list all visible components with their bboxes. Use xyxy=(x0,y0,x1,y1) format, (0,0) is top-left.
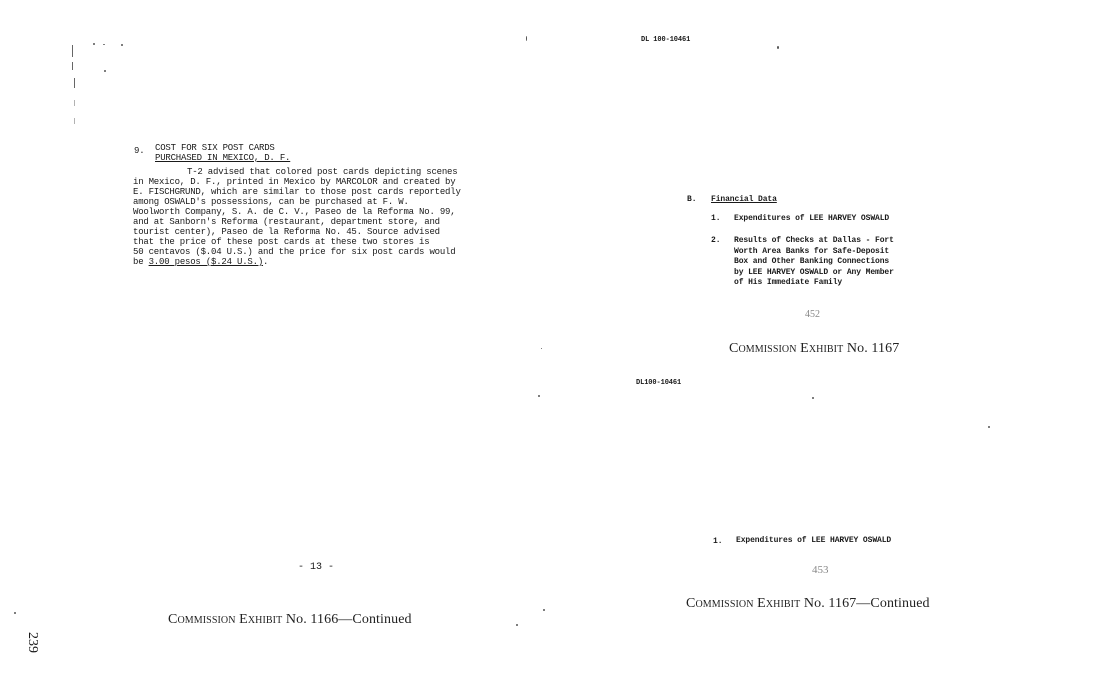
item-2-number: 2. xyxy=(711,236,721,245)
exhibit-caption-rest: No. 1167—Continued xyxy=(800,596,930,611)
item-number: 9. xyxy=(134,146,145,156)
scan-speck xyxy=(543,609,545,611)
scan-speck xyxy=(516,624,518,626)
scan-speck xyxy=(14,612,16,614)
item-title-line1: COST FOR SIX POST CARDS xyxy=(155,143,275,153)
scan-speck xyxy=(526,36,527,41)
body-line: that the price of these post cards at these two stores is xyxy=(133,237,430,247)
scan-mark xyxy=(74,118,75,124)
page-number-452: 452 xyxy=(805,309,820,320)
price-underlined: 3.00 pesos ($.24 U.S.) xyxy=(148,257,264,267)
page-number-453: 453 xyxy=(812,564,829,576)
file-number-mid: DL100-10461 xyxy=(636,379,682,387)
body-line: T-2 advised that colored post cards depicting scenes xyxy=(187,167,458,177)
scan-mark xyxy=(74,100,75,106)
exhibit-caption-prefix: Commission Exhibit xyxy=(686,596,801,611)
body-line: and at Sanborn's Reforma (restaurant, department store, and xyxy=(133,217,440,227)
body-line: in Mexico, D. F., printed in Mexico by MARCOLOR and created by xyxy=(133,177,456,187)
exhibit-caption-1166 xyxy=(168,612,412,628)
section-letter: B. xyxy=(687,195,697,204)
exhibit-caption-1167 xyxy=(729,341,899,357)
exhibit-caption-1167-continued xyxy=(686,596,930,612)
scan-speck xyxy=(103,44,105,45)
scan-speck xyxy=(93,43,95,45)
section-title: Financial Data xyxy=(711,195,777,204)
item-1-text: Expenditures of LEE HARVEY OSWALD xyxy=(734,214,890,223)
item-title-line2: PURCHASED IN MEXICO, D. F. xyxy=(155,153,291,163)
item-2-line: of His Immediate Family xyxy=(734,278,843,287)
last-line-prefix: be xyxy=(133,257,149,267)
body-paragraph xyxy=(133,167,461,267)
body-line: 50 centavos ($.04 U.S.) and the price for six post cards would xyxy=(133,247,456,257)
body-line: tourist center), Paseo de la Reforma No. 45. Source advised xyxy=(133,227,440,237)
item-2-line: Results of Checks at Dallas - Fort xyxy=(734,236,894,245)
scan-speck xyxy=(538,395,540,397)
body-line-last xyxy=(133,257,461,267)
item-2-line: by LEE HARVEY OSWALD or Any Member xyxy=(734,267,894,277)
item-2-line: Box and Other Banking Connections xyxy=(734,257,890,266)
scan-speck xyxy=(812,397,814,399)
last-line-suffix: . xyxy=(263,257,269,267)
scan-mark xyxy=(72,62,73,70)
scan-mark xyxy=(74,78,75,88)
scan-speck xyxy=(104,70,106,72)
exhibit-caption-prefix: Commission Exhibit xyxy=(168,612,283,627)
exhibit-caption-prefix: Commission Exhibit xyxy=(729,341,844,356)
scan-speck xyxy=(988,426,990,428)
file-number-top: DL 100-10461 xyxy=(641,36,691,44)
bottom-item-text: Expenditures of LEE HARVEY OSWALD xyxy=(736,536,892,545)
body-line: Woolworth Company, S. A. de C. V., Paseo de la Reforma No. 99, xyxy=(133,207,456,217)
scan-speck xyxy=(121,44,123,46)
body-line: among OSWALD's possessions, can be purchased at F. W. xyxy=(133,197,409,207)
item-1-number: 1. xyxy=(711,214,721,223)
item-2-text xyxy=(734,236,894,289)
volume-page-number: 239 xyxy=(25,632,40,653)
exhibit-caption-rest: No. 1167 xyxy=(843,341,900,356)
scan-mark xyxy=(72,45,73,57)
scan-speck xyxy=(777,46,779,49)
item-2-line: Worth Area Banks for Safe-Deposit xyxy=(734,246,890,256)
bottom-item-number: 1. xyxy=(713,537,723,546)
page-number-left: - 13 - xyxy=(298,562,335,573)
exhibit-caption-rest: No. 1166—Continued xyxy=(282,612,412,627)
body-line: E. FISCHGRUND, which are similar to those post cards reportedly xyxy=(133,187,461,197)
scan-speck xyxy=(541,348,542,349)
